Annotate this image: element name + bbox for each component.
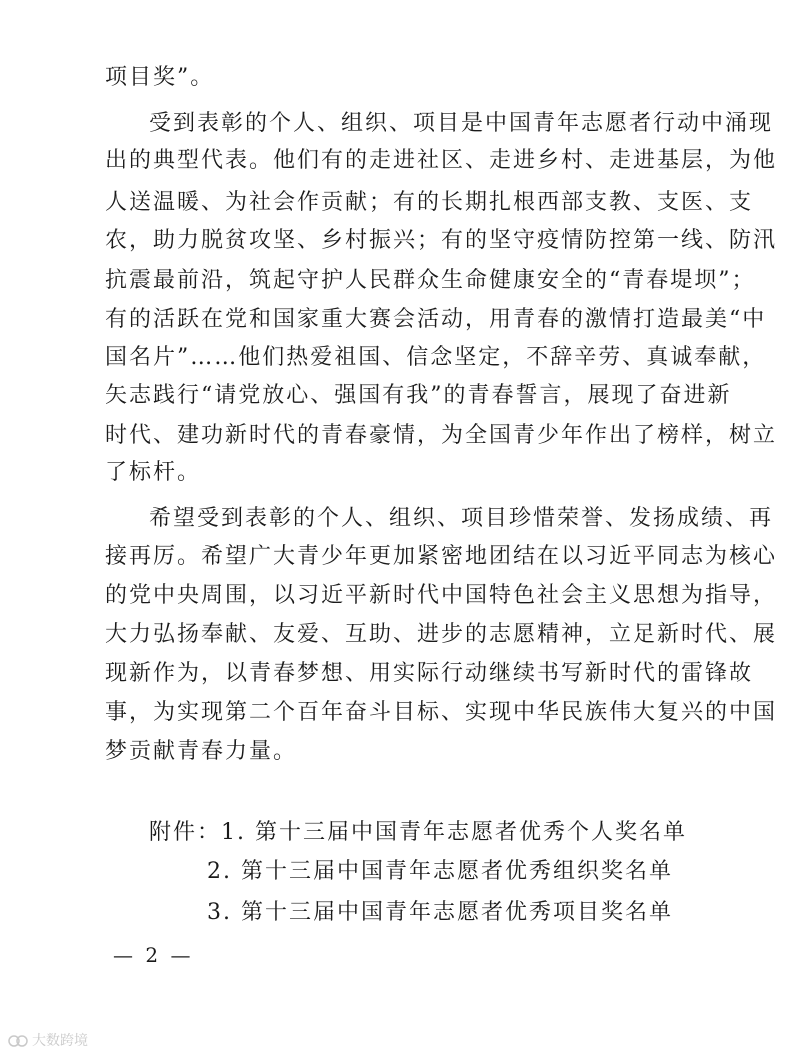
text-line: 抗震最前沿，筑起守护人民群众生命健康安全的“青春堤坝”； <box>105 268 756 293</box>
text-line: 有的活跃在党和国家重大赛会活动，用青春的激情打造最美“中 <box>105 307 767 332</box>
text-line: 时代、建功新时代的青春豪情，为全国青少年作出了榜样，树立 <box>105 423 778 448</box>
attachment-item: 附件：1. 第十三届中国青年志愿者优秀个人奖名单 <box>149 820 687 845</box>
text-line: 的党中央周围，以习近平新时代中国特色社会主义思想为指导， <box>105 583 778 608</box>
text-line: 梦贡献青春力量。 <box>105 739 298 764</box>
text-line: 项目奖”。 <box>105 65 215 90</box>
attachment-item: 3. 第十三届中国青年志愿者优秀项目奖名单 <box>207 900 673 925</box>
text-line: 出的典型代表。他们有的走进社区、走进乡村、走进基层，为他 <box>105 148 778 173</box>
text-line: 人送温暖、为社会作贡献；有的长期扎根西部支教、支医、支 <box>105 190 754 215</box>
text-line: 受到表彰的个人、组织、项目是中国青年志愿者行动中涌现 <box>149 111 774 136</box>
text-line: 大力弘扬奉献、友爱、互助、进步的志愿精神，立足新时代、展 <box>105 622 778 647</box>
text-line: 矢志践行“请党放心、强国有我”的青春誓言，展现了奋进新 <box>105 383 732 408</box>
watermark <box>8 1033 88 1049</box>
attachment-item: 2. 第十三届中国青年志愿者优秀组织奖名单 <box>207 859 673 884</box>
text-line: 事，为实现第二个百年奋斗目标、实现中华民族伟大复兴的中国 <box>105 700 778 725</box>
text-line: 接再厉。希望广大青少年更加紧密地团结在以习近平同志为核心 <box>105 544 778 569</box>
watermark-logo-icon <box>8 1034 28 1048</box>
text-line: 农，助力脱贫攻坚、乡村振兴；有的坚守疫情防控第一线、防汛 <box>105 228 778 253</box>
page-number: — 2 — <box>113 943 194 967</box>
text-line: 希望受到表彰的个人、组织、项目珍惜荣誉、发扬成绩、再 <box>149 506 774 531</box>
watermark-text: 大数跨境 <box>32 1033 88 1049</box>
text-line: 国名片”……他们热爱祖国、信念坚定，不辞辛劳、真诚奉献， <box>105 345 767 370</box>
text-line: 现新作为，以青春梦想、用实际行动继续书写新时代的雷锋故 <box>105 661 754 686</box>
text-line: 了标杆。 <box>105 460 202 485</box>
